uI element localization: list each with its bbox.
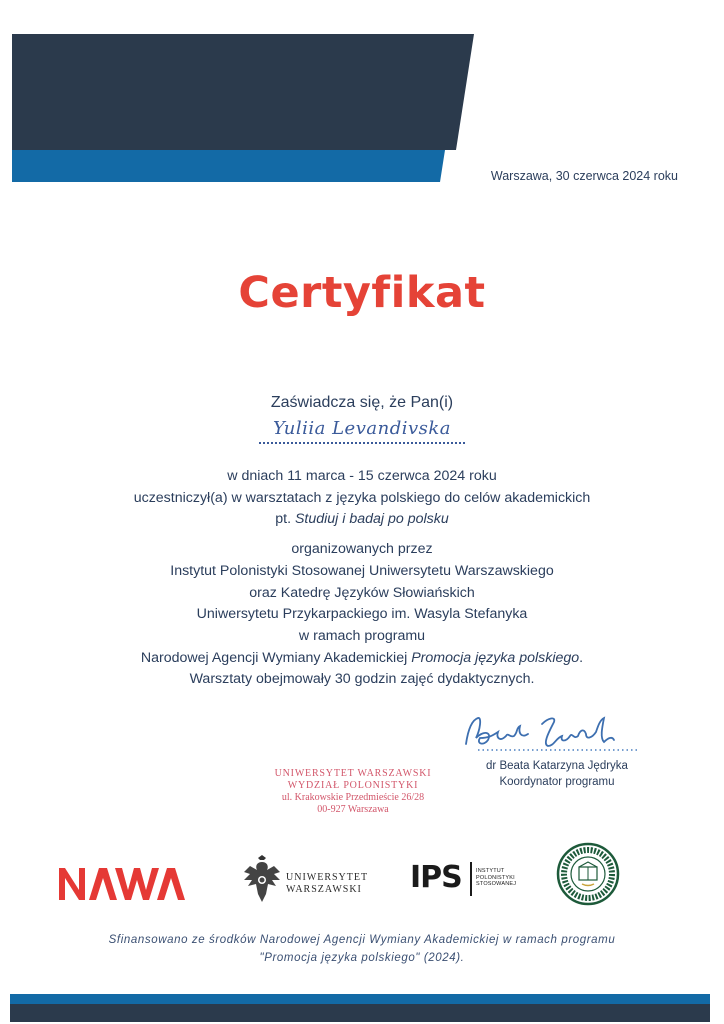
signatory-name: dr Beata Katarzyna Jędryka: [486, 760, 628, 772]
header-band-dark: [12, 34, 474, 150]
stamp-line-4: 00-927 Warszawa: [317, 804, 389, 815]
program-name: Promocja języka polskiego: [411, 649, 580, 666]
body-program-intro: w ramach programu: [298, 627, 426, 644]
logos-row: [0, 838, 724, 918]
recipient-name: Yuliia Levandivska: [259, 418, 465, 444]
certificate-body: [0, 466, 724, 691]
nawa-logo: [57, 864, 189, 904]
ips-logo-mark: IPS: [410, 860, 462, 895]
uw-logo: [240, 854, 375, 910]
body-department: oraz Katedrę Języków Słowiańskich: [249, 584, 475, 601]
body-participation: uczestniczył(a) w warsztatach z języka polskiego do celów akademickich: [133, 489, 591, 506]
ips-logo: [410, 858, 520, 902]
recipient-block: [0, 418, 724, 444]
issue-date: Warszawa, 30 czerwca 2024 roku: [490, 169, 678, 183]
body-organized-by: organizowanych przez: [291, 541, 433, 558]
eagle-emblem-icon: [240, 854, 284, 908]
funding-note: [0, 931, 724, 967]
stamp-line-1: UNIWERSYTET WARSZAWSKI: [274, 768, 432, 779]
attestation-text: Zaświadcza się, że Pan(i): [270, 394, 454, 411]
handwritten-signature: [458, 708, 658, 758]
funding-note-line-2: "Promocja języka polskiego" (2024).: [259, 952, 465, 964]
body-university: Uniwersytetu Przykarpackiego im. Wasyla Stefanyka: [196, 606, 528, 623]
funding-note-line-1: Sfinansowano ze środków Narodowej Agencji Wymiany Akademickiej w ramach programu: [108, 934, 616, 946]
footer-band: [0, 990, 724, 1024]
certificate-title: Certyfikat: [238, 268, 486, 318]
footer-band-dark: [10, 1004, 710, 1022]
ips-logo-divider: [470, 862, 472, 896]
stamp-line-2: WYDZIAŁ POLONISTYKI: [287, 780, 419, 791]
body-institute: Instytut Polonistyki Stosowanej Uniwersytetu Warszawskiego: [170, 562, 554, 579]
body-dates: w dniach 11 marca - 15 czerwca 2024 roku: [227, 468, 497, 484]
body-program: Narodowej Agencji Wymiany Akademickiej Promocja języka polskiego.: [140, 649, 584, 666]
faculty-stamp: [258, 768, 448, 816]
stamp-line-3: ul. Krakowskie Przedmieście 26/28: [281, 792, 425, 803]
uw-logo-text: UNIWERSYTET WARSZAWSKI: [286, 872, 369, 895]
body-hours: Warsztaty obejmowały 30 godzin zajęć dydaktycznych.: [189, 671, 535, 688]
body-workshop-title: pt. Studiuj i badaj po polsku: [275, 511, 449, 528]
signatory-role: Koordynator programu: [499, 776, 615, 788]
ips-logo-subtext: INSTYTUT POLONISTYKI STOSOWANEJ: [476, 868, 517, 887]
footer-band-blue: [10, 994, 710, 1004]
workshop-title: Studiuj i badaj po polsku: [294, 511, 449, 528]
university-seal-icon: [556, 842, 620, 906]
